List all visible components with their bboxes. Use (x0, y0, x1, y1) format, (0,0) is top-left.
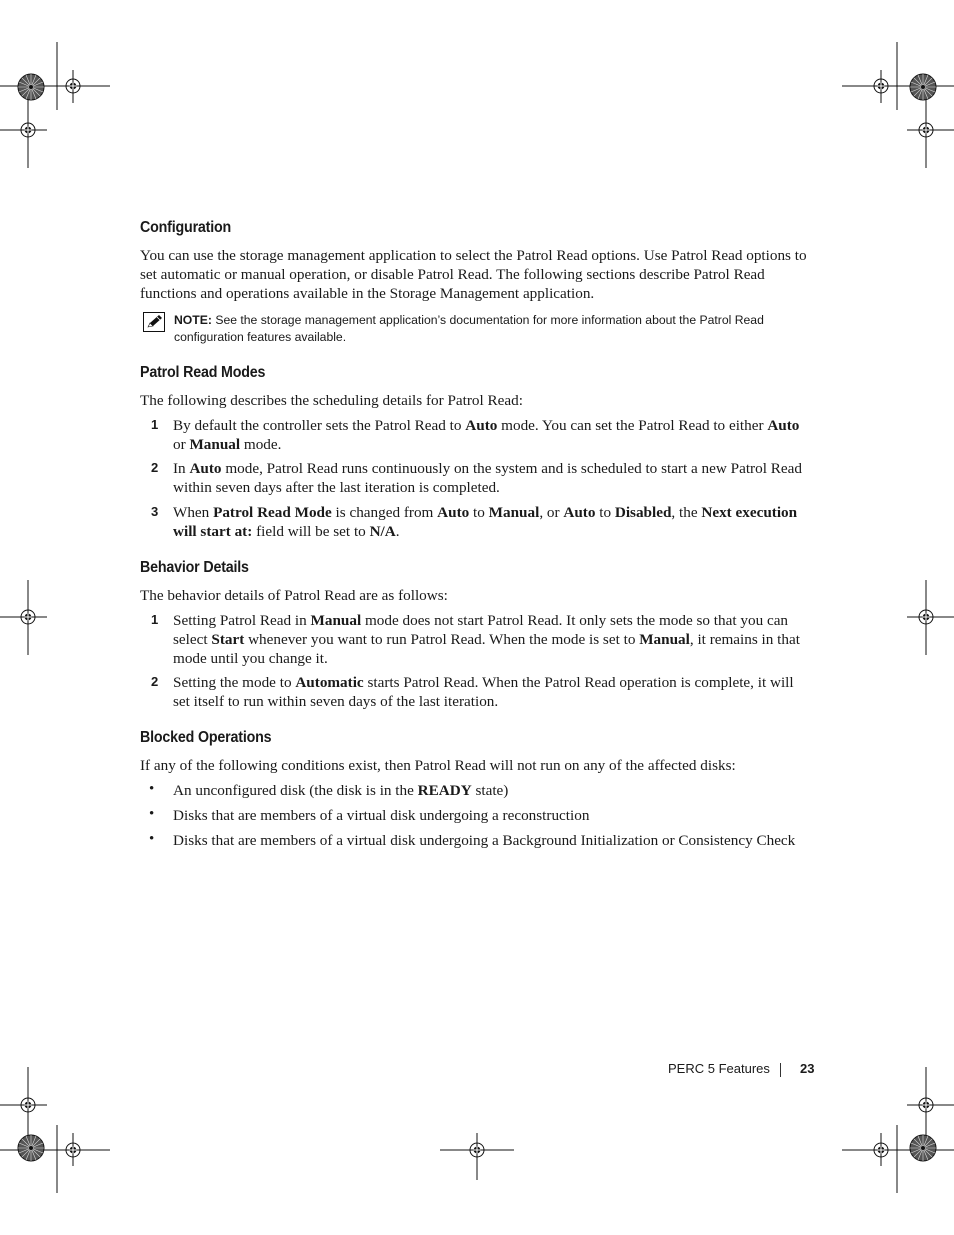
bullet-item-text: Disks that are members of a virtual disk undergoing a Background Initialization or Consistency Check (173, 832, 796, 849)
page-number: 23 (800, 1061, 815, 1076)
heading-patrol-read-modes: Patrol Read Modes (140, 364, 266, 381)
bold-term: Manual (639, 631, 690, 648)
patrol-read-modes-intro: The following describes the scheduling details for Patrol Read: (140, 392, 523, 409)
list-number: 2 (151, 674, 159, 689)
note-body: See the storage management application’s documentation for more information about the Patrol Read configuration features available. (174, 313, 764, 344)
footer-separator (780, 1063, 781, 1077)
bold-term: Auto (437, 504, 470, 521)
pencil-note-icon (143, 312, 165, 337)
list-number: 2 (151, 460, 159, 475)
list-item-text: Setting Patrol Read in Manual mode does not start Patrol Read. It only sets the mode so that you can select Start whenever you want to run Patrol Read. When the mode is set to Manual, it remains in that mode until you change it. (173, 612, 800, 667)
bullet-glyph: • (149, 831, 155, 847)
list-item-text: Setting the mode to Automatic starts Patrol Read. When the Patrol Read operation is complete, it will set itself to run within seven days of the last iteration. (173, 674, 794, 710)
bold-term: Automatic (295, 674, 364, 691)
list-number: 3 (151, 504, 159, 519)
note-text (174, 312, 814, 346)
bold-term: Manual (310, 612, 362, 629)
note-label: NOTE: (174, 313, 212, 327)
bullet-glyph: • (149, 781, 155, 797)
bold-term: Disabled (614, 504, 672, 521)
footer-chapter-title: PERC 5 Features (668, 1061, 770, 1076)
page-footer (668, 1061, 815, 1076)
bold-term: Next execution will start at: (173, 504, 798, 540)
list-number: 1 (151, 417, 159, 432)
blocked-operations-intro: If any of the following conditions exist, then Patrol Read will not run on any of the affected disks: (140, 757, 736, 774)
bold-term: Patrol Read Mode (213, 504, 332, 521)
bullet-item-text: Disks that are members of a virtual disk undergoing a reconstruction (173, 807, 590, 824)
list-item-text: In Auto mode, Patrol Read runs continuously on the system and is scheduled to start a new Patrol Read within seven days after the last iteration is completed. (173, 460, 802, 496)
bold-term: Auto (465, 417, 498, 434)
configuration-body: You can use the storage management application to select the Patrol Read options. Use Patrol Read options to set automatic or manual operation, or disable Patrol Read. The following sections describe Patrol Read functions and operations available in the Storage Management application. (140, 247, 807, 302)
bold-term: Start (211, 631, 245, 648)
list-item-text: When Patrol Read Mode is changed from Auto to Manual, or Auto to Disabled, the Next execution will start at: field will be set to N/A. (173, 504, 798, 540)
bullet-item-text: An unconfigured disk (the disk is in the READY state) (173, 782, 509, 799)
bold-term: Manual (189, 436, 241, 453)
bold-term: Auto (563, 504, 596, 521)
bold-term: READY (417, 782, 472, 799)
heading-behavior-details: Behavior Details (140, 559, 249, 576)
bold-term: Manual (488, 504, 540, 521)
behavior-details-intro: The behavior details of Patrol Read are as follows: (140, 587, 448, 604)
bold-term: Auto (189, 460, 222, 477)
heading-configuration: Configuration (140, 219, 232, 236)
list-number: 1 (151, 612, 159, 627)
list-item-text: By default the controller sets the Patrol Read to Auto mode. You can set the Patrol Read to either Auto or Manual mode. (173, 417, 800, 453)
bold-term: N/A (369, 523, 396, 540)
bold-term: Auto (767, 417, 800, 434)
bullet-glyph: • (149, 806, 155, 822)
heading-blocked-operations: Blocked Operations (140, 729, 272, 746)
